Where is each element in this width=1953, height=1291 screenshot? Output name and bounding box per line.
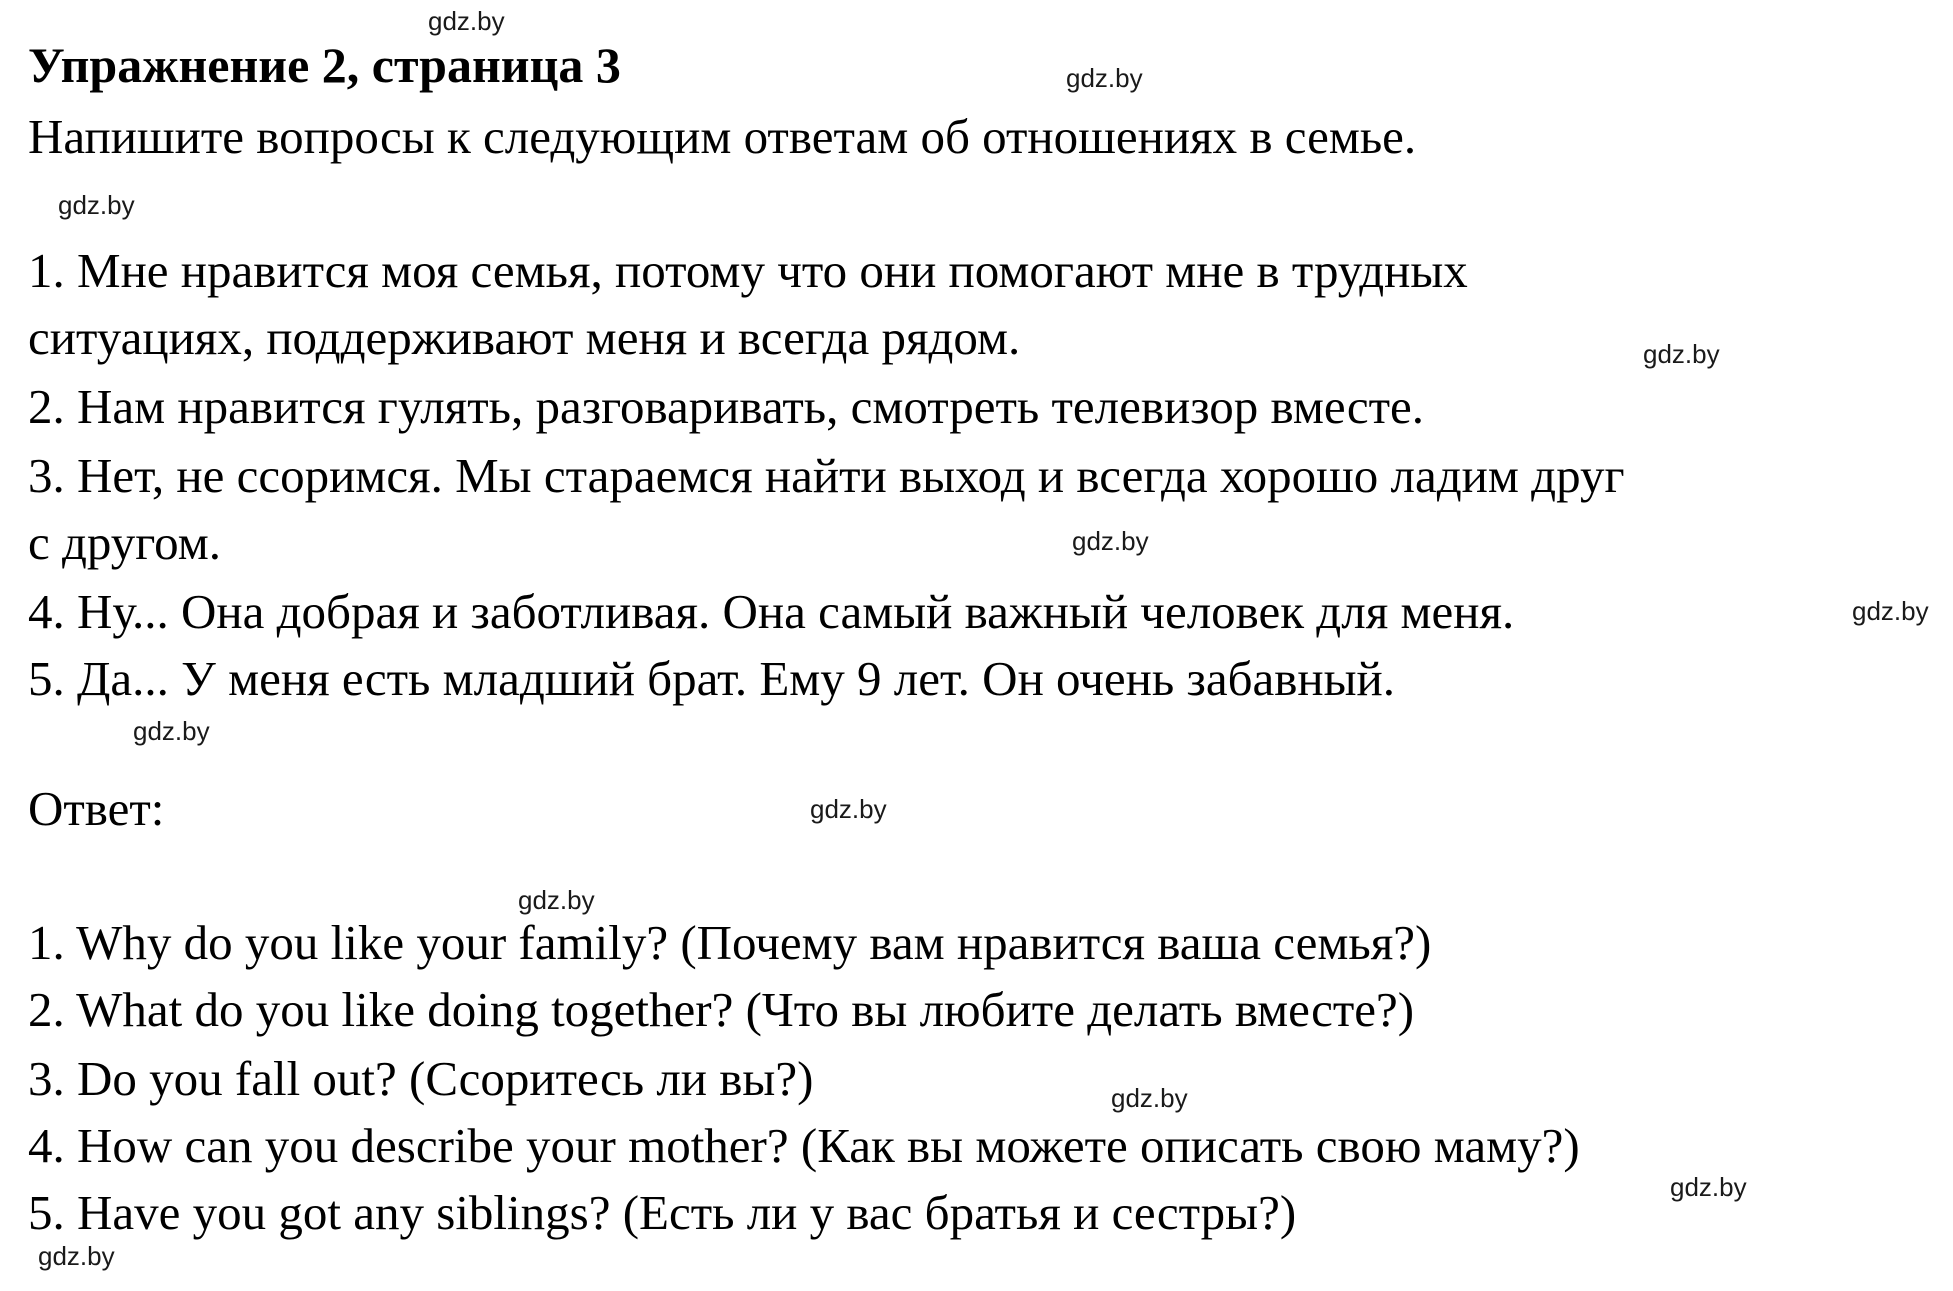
- watermark: gdz.by: [428, 6, 505, 36]
- task-line: с другом.: [28, 515, 221, 570]
- answer-line: 2. What do you like doing together? (Что вы любите делать вместе?): [28, 982, 1415, 1037]
- watermark: gdz.by: [1072, 526, 1149, 556]
- watermark: gdz.by: [38, 1241, 115, 1271]
- task-line: 2. Нам нравится гулять, разговаривать, смотреть телевизор вместе.: [28, 379, 1424, 434]
- exercise-title: Упражнение 2, страница 3: [28, 37, 621, 93]
- instruction-text: Напишите вопросы к следующим ответам об отношениях в семье.: [28, 109, 1417, 164]
- task-line: ситуациях, поддерживают меня и всегда рядом.: [28, 310, 1021, 365]
- task-line: 3. Нет, не ссоримся. Мы стараемся найти выход и всегда хорошо ладим друг: [28, 448, 1625, 503]
- task-line: 4. Ну... Она добрая и заботливая. Она самый важный человек для меня.: [28, 584, 1515, 639]
- answer-line: 5. Have you got any siblings? (Есть ли у вас братья и сестры?): [28, 1185, 1297, 1240]
- task-line: 5. Да... У меня есть младший брат. Ему 9 лет. Он очень забавный.: [28, 651, 1396, 706]
- watermark: gdz.by: [133, 716, 210, 746]
- watermark: gdz.by: [1852, 596, 1929, 626]
- answer-line: 4. How can you describe your mother? (Как вы можете описать свою маму?): [28, 1118, 1580, 1173]
- answer-line: 3. Do you fall out? (Ссоритесь ли вы?): [28, 1051, 814, 1106]
- task-line: 1. Мне нравится моя семья, потому что они помогают мне в трудных: [28, 243, 1468, 298]
- watermark: gdz.by: [1066, 63, 1143, 93]
- watermark: gdz.by: [1670, 1172, 1747, 1202]
- watermark: gdz.by: [1111, 1083, 1188, 1113]
- answer-label: Ответ:: [28, 781, 165, 836]
- watermark: gdz.by: [58, 190, 135, 220]
- watermark: gdz.by: [1643, 339, 1720, 369]
- watermark: gdz.by: [518, 885, 595, 915]
- watermark: gdz.by: [810, 794, 887, 824]
- answer-line: 1. Why do you like your family? (Почему вам нравится ваша семья?): [28, 915, 1432, 970]
